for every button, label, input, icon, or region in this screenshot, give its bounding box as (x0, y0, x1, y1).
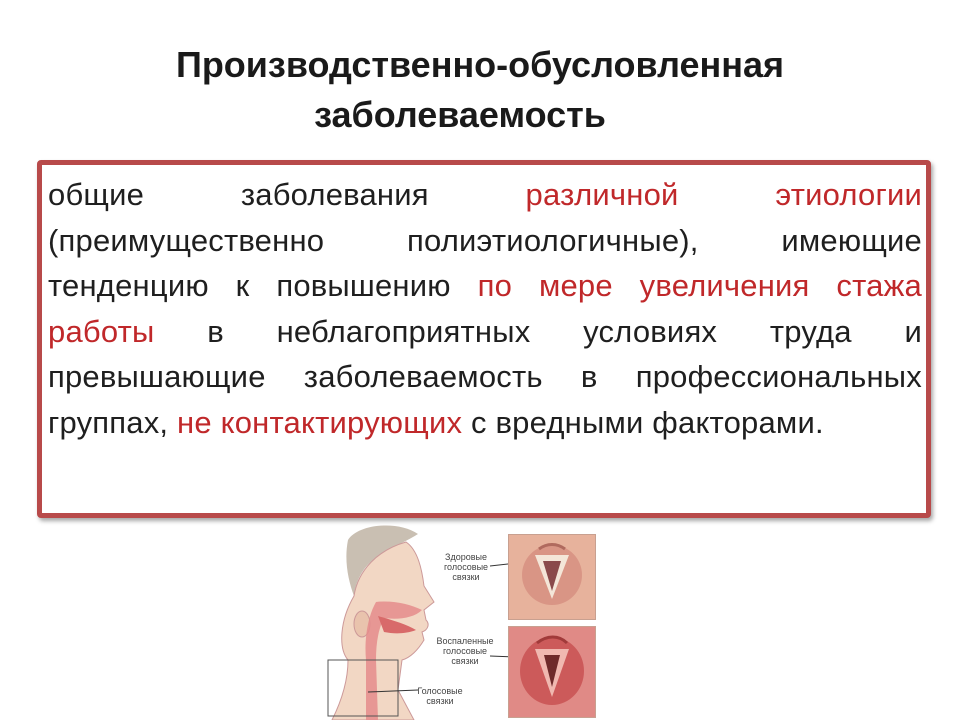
highlight-non-contact: не контактирующих (177, 404, 463, 440)
caption-inflamed: Воспаленные голосовые связки (436, 636, 494, 666)
title-line-1: Производственно-обусловленная (175, 44, 785, 85)
definition-part-3: в неблагоприятных условиях труда и превышающие заболеваемость в профессиональных группах, (48, 313, 922, 440)
slide-title (0, 40, 960, 140)
highlight-work-experience: по мере увеличения стажа работы (48, 268, 923, 349)
vocal-cords-illustration (318, 520, 608, 720)
definition-part-1: общие заболевания (48, 177, 526, 212)
definition-text (48, 172, 922, 445)
definition-part-4: с вредными факторами. (462, 404, 824, 440)
caption-vocal-cords: Голосовые связки (417, 686, 463, 706)
title-line-2: заболеваемость (314, 94, 606, 135)
definition-part-2: (преимущественно полиэтиологичные), имеющие тенденцию к повышению (48, 222, 922, 303)
caption-healthy: Здоровые голосовые связки (443, 552, 489, 582)
inflamed-vocal-cords-image (508, 626, 596, 718)
healthy-vocal-cords-image (508, 534, 596, 620)
highlight-etiology: различной этиологии (525, 177, 922, 212)
healthy-larynx-icon (509, 535, 595, 619)
inflamed-larynx-icon (509, 627, 595, 717)
